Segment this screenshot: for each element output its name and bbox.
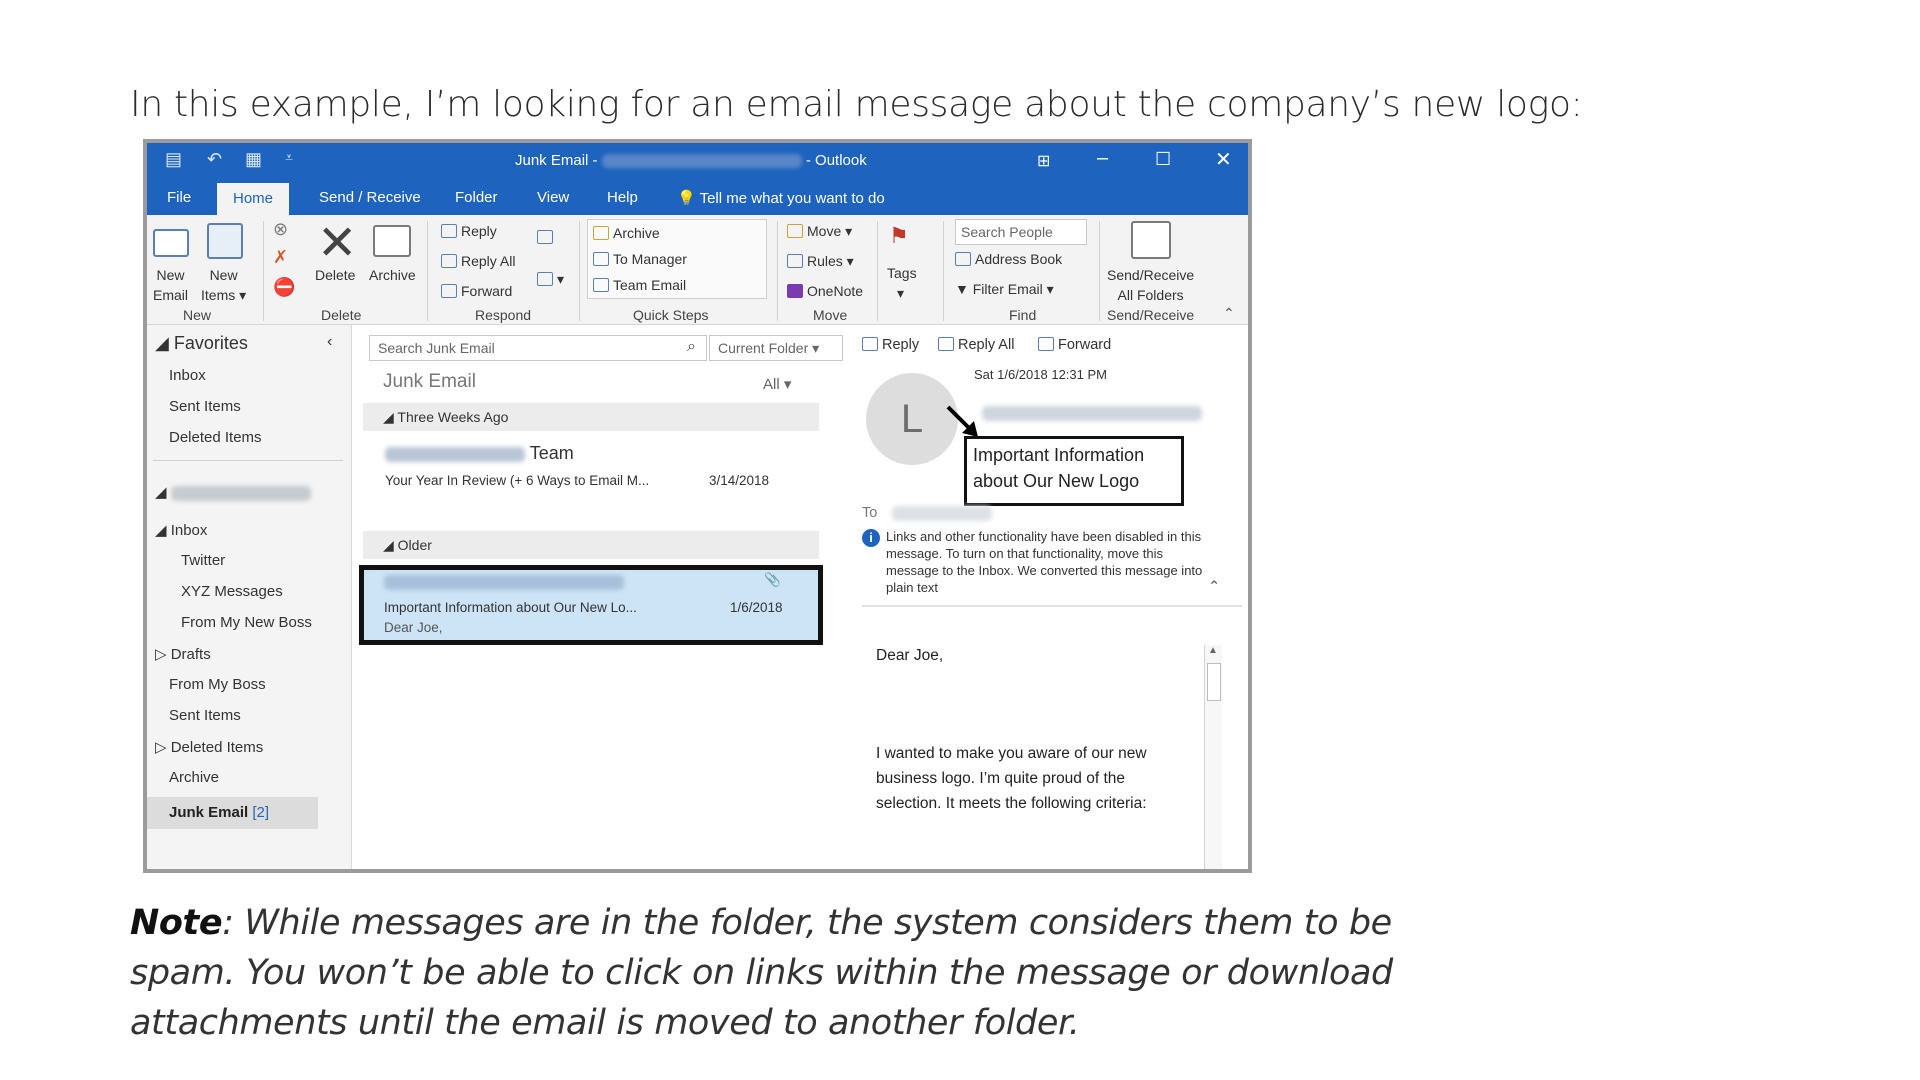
fav-inbox[interactable]: Inbox <box>169 367 206 384</box>
new-email-label-2: Email <box>153 287 189 303</box>
tab-view[interactable]: View <box>537 189 570 206</box>
account-header[interactable]: ◢ <box>155 483 311 501</box>
send-receive-label-2: All Folders <box>1117 287 1184 303</box>
info-icon: i <box>862 529 880 547</box>
title-blurred-account <box>602 154 802 168</box>
archive-icon <box>373 225 411 257</box>
folder-twitter[interactable]: Twitter <box>181 552 226 569</box>
tab-home[interactable]: Home <box>217 183 289 215</box>
header-divider <box>862 605 1242 607</box>
collapse-header-icon[interactable]: ⌃ <box>1208 579 1221 595</box>
tab-help[interactable]: Help <box>607 189 638 206</box>
ribbon <box>147 215 1248 325</box>
reading-reply-button[interactable] <box>862 337 919 353</box>
forward-button[interactable] <box>441 283 512 299</box>
team-email-icon <box>593 278 609 292</box>
rules-icon <box>787 254 803 268</box>
forward-icon <box>1038 337 1054 351</box>
ribbon-separator <box>1099 221 1100 321</box>
close-icon[interactable]: ✕ <box>1215 149 1232 171</box>
quick-step-team-email[interactable] <box>593 277 686 293</box>
new-items-icon <box>207 223 243 259</box>
item2-date: 1/6/2018 <box>730 600 783 615</box>
group-header-older[interactable]: ◢ Older <box>363 531 819 559</box>
search-placeholder: Search Junk Email <box>378 340 495 356</box>
onenote-label: OneNote <box>807 283 864 299</box>
sender-email-blurred <box>384 575 624 590</box>
subject-line-1: Important Information <box>973 445 1145 465</box>
ignore-icon[interactable]: ⊗ <box>273 219 289 239</box>
meeting-icon <box>537 230 553 244</box>
grid-icon[interactable]: ▦ <box>245 149 263 169</box>
junk-label: Junk Email <box>169 804 249 821</box>
body-line-2: business logo. I’m quite proud of the <box>876 770 1126 787</box>
folder-xyz-messages[interactable]: XYZ Messages <box>181 583 283 600</box>
reading-reply-all-button[interactable] <box>938 337 1014 353</box>
item1-date: 3/14/2018 <box>709 473 770 488</box>
folder-pane <box>147 325 352 873</box>
send-receive-all-button[interactable] <box>1107 265 1194 305</box>
rules-button[interactable] <box>787 253 854 270</box>
search-icon[interactable]: ⌕ <box>687 338 696 355</box>
manager-icon <box>593 252 609 266</box>
reply-all-label: Reply All <box>461 253 516 269</box>
tell-me-box[interactable] <box>677 189 885 207</box>
item2-subject: Important Information about Our New Lo... <box>384 600 637 615</box>
filter-email-button[interactable] <box>955 281 1054 298</box>
maximize-icon[interactable]: ☐ <box>1155 149 1172 169</box>
folder-from-my-new-boss[interactable]: From My New Boss <box>181 614 312 631</box>
more-respond-button[interactable]: ▾ <box>537 271 564 288</box>
search-scope-label: Current Folder <box>718 340 809 356</box>
favorites-header[interactable]: ◢ Favorites <box>155 333 248 353</box>
group-label-move: Move <box>813 307 848 323</box>
note-text: : While messages are in the folder, the system considers them to be spam. You won’t be able to click on links within the message or download attachments until the email is moved to another folder. <box>130 903 1393 1043</box>
reply-icon <box>441 224 457 238</box>
tab-folder[interactable]: Folder <box>455 189 498 206</box>
folder-archive[interactable]: Archive <box>169 769 220 786</box>
note-label: Note <box>130 903 223 943</box>
blurred-recipient <box>892 506 992 521</box>
item1-sender <box>385 443 574 464</box>
title-app: - Outlook <box>805 152 867 169</box>
onenote-icon <box>787 284 803 298</box>
sender-name-blurred <box>982 405 1202 421</box>
clean-up-icon[interactable]: ✗ <box>273 247 289 267</box>
window-title <box>515 152 867 169</box>
junk-count: [2] <box>252 804 270 821</box>
reply-icon <box>862 337 878 351</box>
archive-button[interactable]: Archive <box>369 267 416 283</box>
item1-sender-label: Team <box>529 443 574 463</box>
sender-name-blurred <box>385 447 525 462</box>
ribbon-separator <box>263 221 264 321</box>
filter-label: All <box>763 376 780 393</box>
meeting-reply-button[interactable] <box>537 229 557 245</box>
body-greeting: Dear Joe, <box>876 647 944 664</box>
rules-label: Rules ▾ <box>807 253 854 269</box>
reading-reply-all-label: Reply All <box>958 337 1015 353</box>
reading-reply-label: Reply <box>882 337 920 353</box>
filter-email-label: Filter Email ▾ <box>972 281 1054 297</box>
drafts-label: Drafts <box>170 646 211 663</box>
delete-icon: ✕ <box>317 217 358 270</box>
fav-deleted-items[interactable]: Deleted Items <box>169 429 262 446</box>
title-bar <box>147 143 1248 179</box>
tell-me-label: Tell me what you want to do <box>699 190 885 207</box>
new-items-label-2: Items ▾ <box>201 287 247 303</box>
body-line-1: I wanted to make you aware of our new <box>876 745 1147 762</box>
fav-sent-items[interactable]: Sent Items <box>169 398 241 415</box>
quick-step-archive[interactable] <box>593 225 660 241</box>
quick-step-to-manager-label: To Manager <box>613 251 687 267</box>
group-label-new: New <box>183 307 212 323</box>
item1-subject[interactable]: Your Year In Review (+ 6 Ways to Email M... <box>385 473 650 488</box>
folder-drafts[interactable]: ▷ Drafts <box>155 646 211 663</box>
quick-step-to-manager[interactable] <box>593 251 687 267</box>
info-message[interactable]: Links and other functionality have been disabled in this message. To turn on that functionality, move this message to the Inbox. We converted this message into plain text <box>886 529 1203 595</box>
selected-message-item[interactable] <box>359 565 823 645</box>
search-people-input[interactable]: Search People <box>955 219 1087 245</box>
delete-button[interactable]: Delete <box>315 267 356 283</box>
new-email-button[interactable] <box>153 265 188 305</box>
body-line-3: selection. It meets the following criteria: <box>876 795 1147 812</box>
scroll-thumb[interactable] <box>1207 663 1221 701</box>
sender-avatar: L <box>866 373 958 465</box>
minimize-icon[interactable]: – <box>1097 147 1109 169</box>
folder-deleted-items[interactable]: ▷ Deleted Items <box>155 739 264 756</box>
group-label-send-receive: Send/Receive <box>1107 307 1195 323</box>
app-icon: ▤ <box>165 149 183 169</box>
collapse-ribbon-icon[interactable]: ⌃ <box>1223 305 1235 321</box>
folder-heading: Junk Email <box>383 371 476 392</box>
reply-button[interactable] <box>441 223 497 239</box>
quick-step-team-email-label: Team Email <box>613 277 687 293</box>
reading-forward-button[interactable] <box>1038 337 1111 353</box>
ribbon-display-icon[interactable]: ⊞ <box>1037 153 1051 170</box>
folder-junk-email[interactable] <box>169 804 269 821</box>
ribbon-separator <box>427 221 428 321</box>
inbox-label: Inbox <box>170 522 208 539</box>
account-name-blurred <box>171 486 311 501</box>
arrow-icon <box>944 403 984 439</box>
item2-preview: Dear Joe, <box>384 620 443 635</box>
group2-label: Older <box>397 537 432 553</box>
group1-label: Three Weeks Ago <box>397 409 509 425</box>
intro-text: In this example, I’m looking for an email message about the company’s new logo: <box>130 84 1583 125</box>
folder-sent-items[interactable]: Sent Items <box>169 707 241 724</box>
group-label-respond: Respond <box>475 307 532 323</box>
filter-icon: ▼ <box>955 281 969 297</box>
new-items-label-1: New <box>209 267 238 283</box>
lightbulb-icon: 💡 <box>677 190 696 207</box>
group-label-quick-steps: Quick Steps <box>633 307 709 323</box>
reading-pane <box>852 325 1252 873</box>
folder-from-my-boss[interactable]: From My Boss <box>169 676 266 693</box>
forward-icon <box>441 284 457 298</box>
ribbon-separator <box>877 221 878 321</box>
reply-all-button[interactable] <box>441 253 515 269</box>
subject-callout <box>964 436 1184 506</box>
flag-icon: ⚑ <box>889 223 909 248</box>
scroll-up-icon[interactable]: ▲ <box>1208 645 1218 656</box>
move-button[interactable] <box>787 223 852 240</box>
folder-icon <box>593 226 609 240</box>
address-book-icon <box>955 252 971 266</box>
forward-label: Forward <box>461 283 513 299</box>
address-book-button[interactable] <box>955 251 1062 267</box>
reading-forward-label: Forward <box>1058 337 1112 353</box>
blurred-sender <box>982 406 1202 421</box>
new-items-button[interactable] <box>201 265 246 305</box>
new-email-label-1: New <box>156 267 185 283</box>
collapse-pane-icon[interactable]: ‹ <box>327 333 333 350</box>
subject-line-2: about Our New Logo <box>973 471 1140 491</box>
ribbon-separator <box>777 221 778 321</box>
favorites-label: Favorites <box>173 333 248 353</box>
message-list <box>353 325 851 873</box>
note-paragraph <box>130 898 1430 1048</box>
quick-step-archive-label: Archive <box>613 225 660 241</box>
outlook-screenshot <box>143 139 1252 873</box>
more-icon <box>537 272 553 286</box>
inbox-folder[interactable]: ◢ Inbox <box>155 522 208 539</box>
group-header-three-weeks-ago[interactable]: ◢ Three Weeks Ago <box>363 403 819 431</box>
tags-dropdown-icon[interactable]: ▾ <box>897 285 905 301</box>
group-label-find: Find <box>1009 307 1037 323</box>
to-recipient-blurred <box>892 505 992 521</box>
reading-scrollbar[interactable] <box>1204 645 1222 873</box>
pane-divider <box>153 460 343 461</box>
search-junk-input[interactable] <box>369 335 707 361</box>
filter-dropdown[interactable]: All ▾ <box>763 376 792 393</box>
reply-all-icon <box>441 254 457 268</box>
onenote-button[interactable] <box>787 283 863 299</box>
reply-all-icon <box>938 337 954 351</box>
tab-file[interactable]: File <box>167 189 192 206</box>
move-icon <box>787 224 803 238</box>
reply-label: Reply <box>461 223 497 239</box>
item2-sender <box>384 574 624 590</box>
message-date: Sat 1/6/2018 12:31 PM <box>974 367 1107 382</box>
attachment-icon: 📎 <box>764 572 781 587</box>
tab-send-receive[interactable]: Send / Receive <box>319 189 421 206</box>
tags-button[interactable]: Tags <box>887 265 917 281</box>
to-label: To <box>862 505 878 521</box>
customize-icon[interactable]: ⩡ <box>285 149 293 165</box>
move-label: Move ▾ <box>807 223 853 239</box>
title-folder: Junk Email - <box>515 152 598 169</box>
ribbon-separator <box>943 221 944 321</box>
junk-icon[interactable]: ⛔ <box>273 277 296 297</box>
address-book-label: Address Book <box>975 251 1063 267</box>
new-email-icon <box>153 229 189 257</box>
deleted-items-label: Deleted Items <box>170 739 264 756</box>
ribbon-separator <box>579 221 580 321</box>
menu-bar <box>147 179 1248 215</box>
send-receive-icon <box>1131 221 1171 259</box>
search-scope-dropdown[interactable]: Current Folder ▾ <box>709 335 843 361</box>
group-label-delete: Delete <box>321 307 362 323</box>
undo-icon[interactable]: ↶ <box>207 149 223 169</box>
send-receive-label-1: Send/Receive <box>1107 267 1195 283</box>
